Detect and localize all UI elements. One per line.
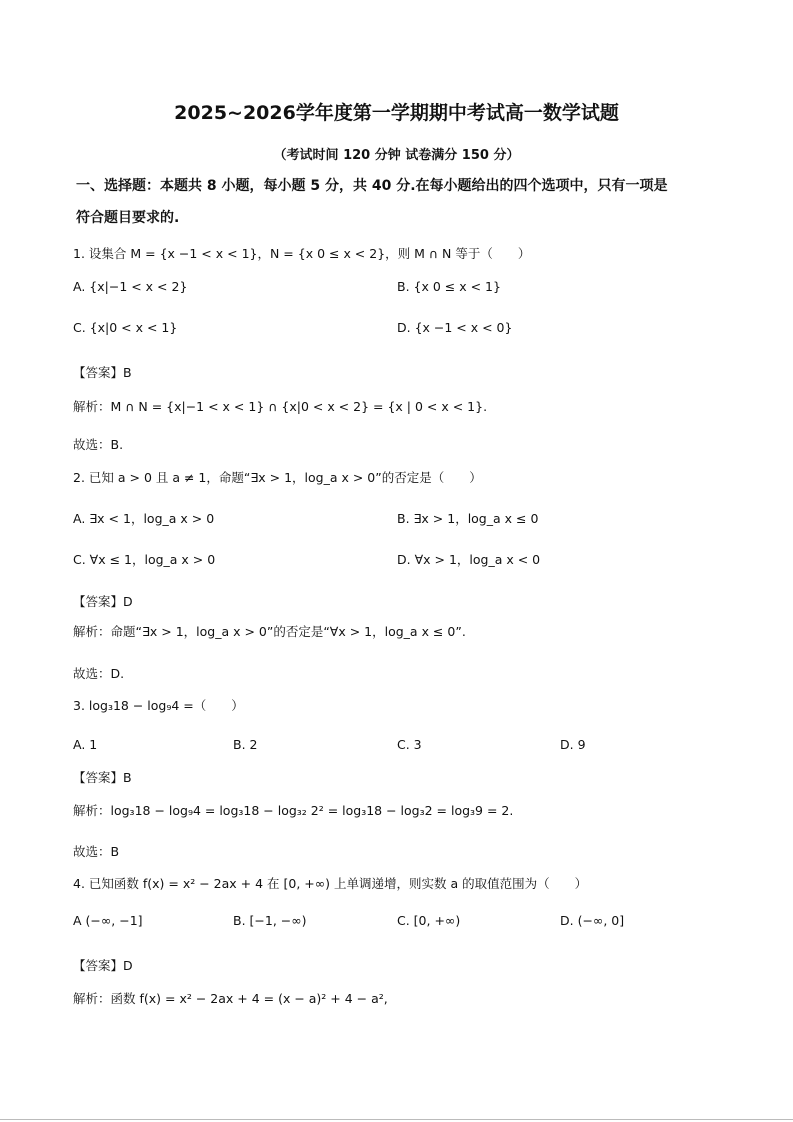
section-heading-line1: 一、选择题：本题共 8 小题，每小题 5 分，共 40 分.在每小题给出的四个选项中，只有一项是 <box>76 178 668 194</box>
q3-option-a: A. 1 <box>73 737 98 752</box>
question-4-stem: 4. 已知函数 f(x) = x² − 2ax + 4 在 [0, +∞) 上单调递增，则实数 a 的取值范围为（ ） <box>73 876 588 891</box>
q2-option-d: D. ∀x > 1，log_a x < 0 <box>397 552 541 567</box>
q1-option-c: C. {x|0 < x < 1} <box>73 320 178 335</box>
question-3-stem: 3. log₃18 − log₉4 =（ ） <box>73 698 244 713</box>
page-title: 2025~2026学年度第一学期期中考试高一数学试题 <box>174 102 619 124</box>
q1-option-a: A. {x|−1 < x < 2} <box>73 279 188 294</box>
q2-option-c: C. ∀x ≤ 1，log_a x > 0 <box>73 552 216 567</box>
q2-conclusion: 故选：D. <box>73 666 125 681</box>
q2-option-b: B. ∃x > 1，log_a x ≤ 0 <box>397 511 539 526</box>
question-1-stem: 1. 设集合 M = {x −1 < x < 1}，N = {x 0 ≤ x < 2}，则 M ∩ N 等于（ ） <box>73 246 531 261</box>
q3-option-b: B. 2 <box>233 737 258 752</box>
q4-option-a: A (−∞, −1] <box>73 913 143 928</box>
q4-analysis: 解析：函数 f(x) = x² − 2ax + 4 = (x − a)² + 4 − a², <box>73 991 388 1006</box>
q1-answer: 【答案】B <box>73 365 132 380</box>
q3-option-c: C. 3 <box>397 737 422 752</box>
q3-conclusion: 故选：B <box>73 844 120 859</box>
exam-info: （考试时间 120 分钟 试卷满分 150 分） <box>273 148 520 163</box>
q1-analysis: 解析：M ∩ N = {x|−1 < x < 1} ∩ {x|0 < x < 2} = {x | 0 < x < 1}. <box>73 399 488 414</box>
q2-answer: 【答案】D <box>73 594 133 609</box>
q4-answer: 【答案】D <box>73 958 133 973</box>
question-2-stem: 2. 已知 a > 0 且 a ≠ 1，命题“∃x > 1，log_a x > 0”的否定是（ ） <box>73 470 482 485</box>
page-bottom-divider <box>0 1119 793 1120</box>
q4-option-c: C. [0, +∞) <box>397 913 461 928</box>
section-heading-line2: 符合题目要求的. <box>76 210 180 226</box>
q3-option-d: D. 9 <box>560 737 586 752</box>
q3-answer: 【答案】B <box>73 770 132 785</box>
q2-option-a: A. ∃x < 1，log_a x > 0 <box>73 511 215 526</box>
q1-option-d: D. {x −1 < x < 0} <box>397 320 513 335</box>
q4-option-d: D. (−∞, 0] <box>560 913 625 928</box>
q1-option-b: B. {x 0 ≤ x < 1} <box>397 279 501 294</box>
q2-analysis: 解析：命题“∃x > 1，log_a x > 0”的否定是“∀x > 1，log_a x ≤ 0”. <box>73 624 466 639</box>
q3-analysis: 解析：log₃18 − log₉4 = log₃18 − log₃₂ 2² = log₃18 − log₃2 = log₃9 = 2. <box>73 803 514 818</box>
q4-option-b: B. [−1, −∞) <box>233 913 307 928</box>
q1-conclusion: 故选：B. <box>73 437 124 452</box>
